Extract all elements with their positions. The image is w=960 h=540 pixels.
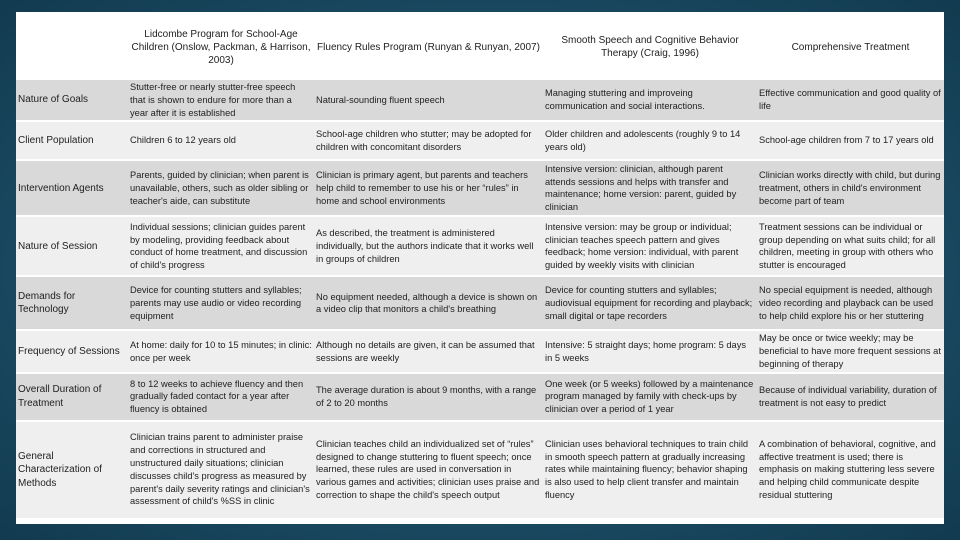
row-label: Intervention Agents [16, 161, 128, 215]
table-cell: 8 to 12 weeks to achieve fluency and then gradually faded contact for a year after fluency is obtained [128, 374, 314, 420]
table-cell: Children 6 to 12 years old [128, 122, 314, 159]
table-cell: Individual sessions; clinician guides parent by modeling, providing feedback about conduct of home treatment, and discussion of child's progress [128, 217, 314, 275]
table-cell: Clinician is primary agent, but parents and teachers help child to remember to use his or her “rules” in home and school environments [314, 161, 543, 215]
table-cell: As described, the treatment is administered individually, but the authors indicate that it works well in groups of children [314, 217, 543, 275]
table-cell: Clinician teaches child an individualized set of “rules” designed to change stuttering to fluent speech; once learned, these rules are used in conversation in various games and activities; clinician uses praise and correction to shape the child's speech output [314, 422, 543, 518]
table-cell: School-age children from 7 to 17 years old [757, 122, 944, 159]
table-row [16, 374, 944, 420]
table-row [16, 422, 944, 518]
table-cell: One week (or 5 weeks) followed by a maintenance program managed by family with check-ups by clinician over a period of 1 year [543, 374, 757, 420]
table-cell: Clinician trains parent to administer praise and corrections in structured and unstructured daily situations; clinician discusses child's progress as measured by parent's daily severity ratings and clinician's assessment of child's %SS in clinic [128, 422, 314, 518]
table-cell: School-age children who stutter; may be adopted for children with concomitant disorders [314, 122, 543, 159]
table-cell: At home: daily for 10 to 15 minutes; in clinic: once per week [128, 331, 314, 371]
table-cell: Parents, guided by clinician; when parent is unavailable, others, such as older sibling or teacher's aide, can substitute [128, 161, 314, 215]
table-cell: No special equipment is needed, although video recording and playback can be used to help child explore his or her stuttering [757, 277, 944, 329]
table-row [16, 80, 944, 120]
treatment-comparison-table [16, 14, 944, 520]
table-cell: Older children and adolescents (roughly 9 to 14 years old) [543, 122, 757, 159]
table-cell: No equipment needed, although a device is shown on a video clip that monitors a child's breathing [314, 277, 543, 329]
table-cell: May be once or twice weekly; may be beneficial to have more frequent sessions at beginning of therapy [757, 331, 944, 371]
table-cell: Clinician works directly with child, but during treatment, others in child's environment become part of team [757, 161, 944, 215]
header-fluency-rules: Fluency Rules Program (Runyan & Runyan, 2007) [314, 16, 543, 78]
table-cell: Although no details are given, it can be assumed that sessions are weekly [314, 331, 543, 371]
table-row [16, 161, 944, 215]
table-cell: Clinician uses behavioral techniques to train child in smooth speech pattern at gradually increasing rates while maintaining fluency; behavior shaping is also used to help client transfer and maintain fluency [543, 422, 757, 518]
header-smooth-speech: Smooth Speech and Cognitive Behavior Therapy (Craig, 1996) [543, 16, 757, 78]
row-label: Frequency of Sessions [16, 331, 128, 371]
header-comprehensive: Comprehensive Treatment [757, 16, 944, 78]
row-label: General Characterization of Methods [16, 422, 128, 518]
table-cell: A combination of behavioral, cognitive, and affective treatment is used; there is emphasis on making stuttering less severe and helping child communicate despite residual stuttering [757, 422, 944, 518]
row-label: Client Population [16, 122, 128, 159]
table-cell: Because of individual variability, duration of treatment is not easy to predict [757, 374, 944, 420]
table-row [16, 331, 944, 371]
header-corner [16, 16, 128, 78]
row-label: Demands for Technology [16, 277, 128, 329]
row-label: Nature of Session [16, 217, 128, 275]
table-cell: Intensive version: clinician, although parent attends sessions and helps with transfer and maintenance; home version: parent, guided by clinician [543, 161, 757, 215]
header-lidcombe: Lidcombe Program for School-Age Children (Onslow, Packman, & Harrison, 2003) [128, 16, 314, 78]
table-cell: Treatment sessions can be individual or group depending on what suits child; for all children, meeting in group with others who stutter is encouraged [757, 217, 944, 275]
table-cell: Intensive version: may be group or individual; clinician teaches speech pattern and gives feedback; home version: individual, with parent guided by weekly visits with clinician [543, 217, 757, 275]
table-cell: Device for counting stutters and syllables; audiovisual equipment for recording and playback; small digital or tape recorders [543, 277, 757, 329]
table-cell: Intensive: 5 straight days; home program: 5 days in 5 weeks [543, 331, 757, 371]
row-label: Overall Duration of Treatment [16, 374, 128, 420]
row-label: Nature of Goals [16, 80, 128, 120]
table-cell: Device for counting stutters and syllables; parents may use audio or video recording equipment [128, 277, 314, 329]
table-cell: Stutter-free or nearly stutter-free speech that is shown to endure for more than a year after it is established [128, 80, 314, 120]
header-row [16, 16, 944, 78]
table-cell: Effective communication and good quality of life [757, 80, 944, 120]
table-cell: The average duration is about 9 months, with a range of 2 to 20 months [314, 374, 543, 420]
table-cell: Natural-sounding fluent speech [314, 80, 543, 120]
table-row [16, 217, 944, 275]
table-row [16, 277, 944, 329]
table-row [16, 122, 944, 159]
table-cell: Managing stuttering and improveing communication and social interactions. [543, 80, 757, 120]
